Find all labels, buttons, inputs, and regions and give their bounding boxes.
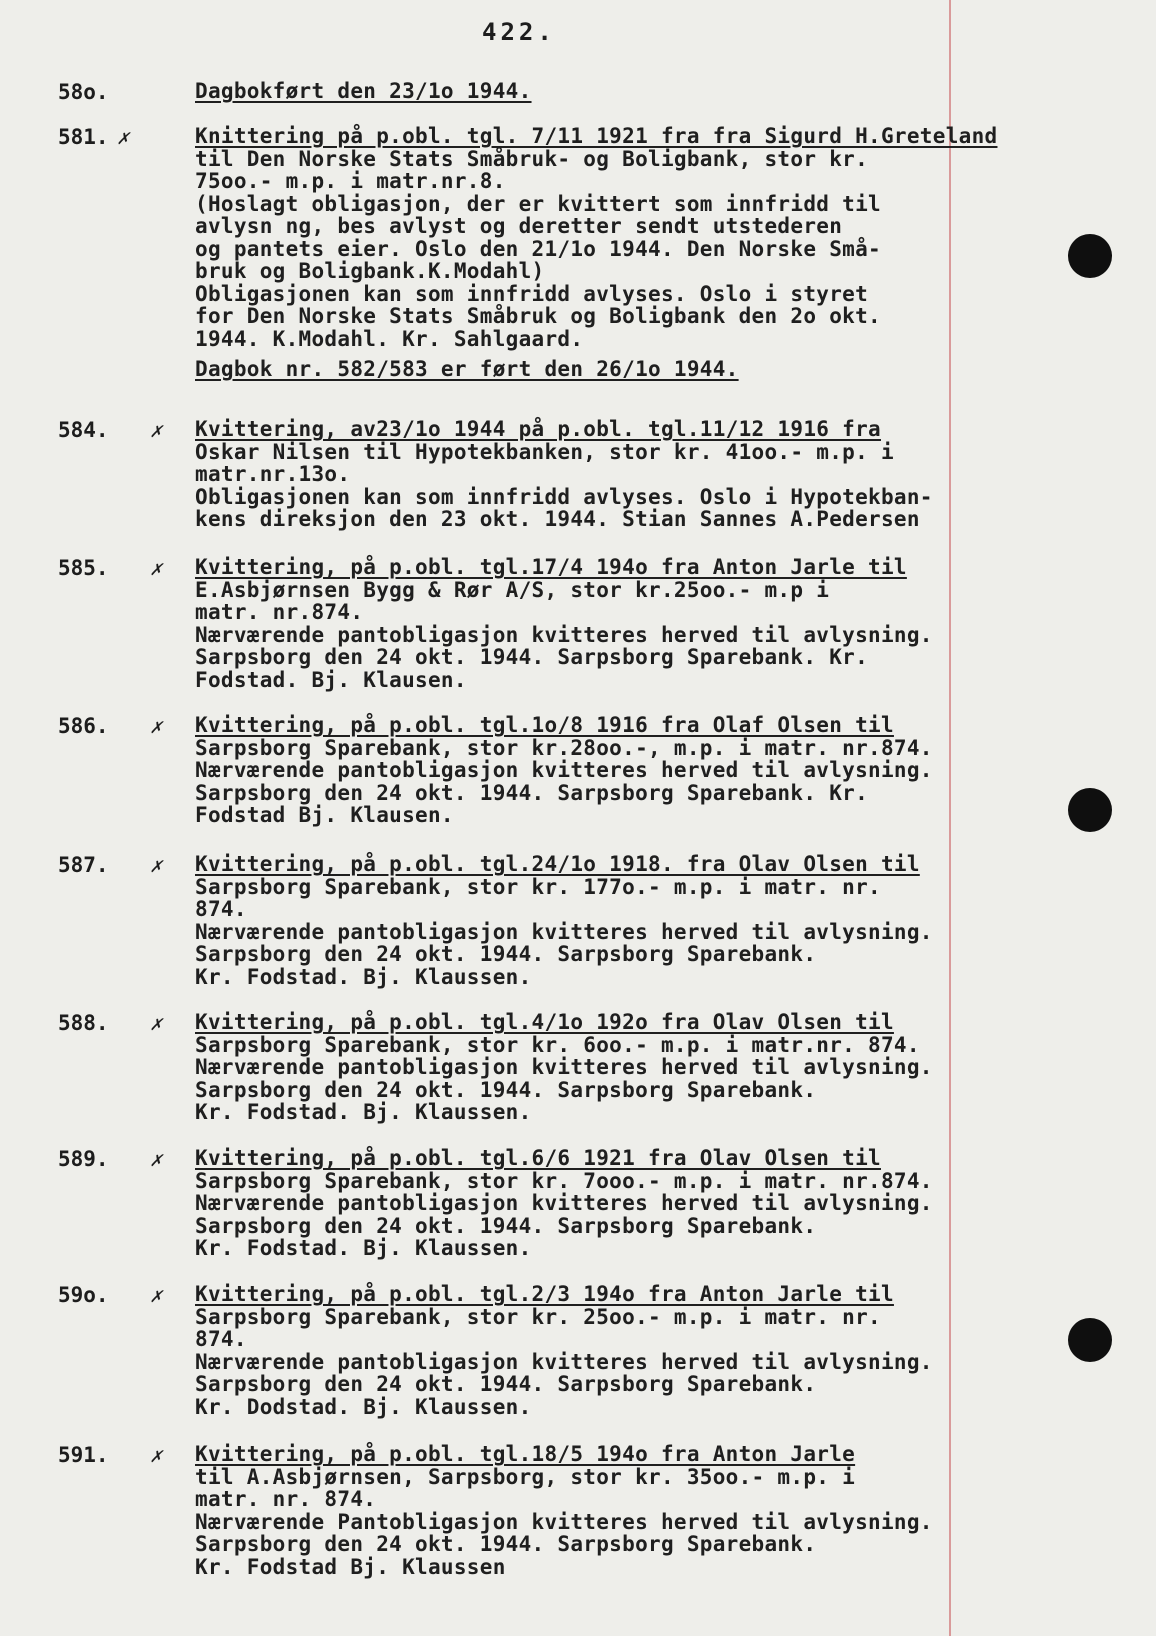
entry-line: Sarpsborg Sparebank, stor kr. 177o.- m.p. i matr. nr. bbox=[195, 874, 881, 899]
entry-line: kens direksjon den 23 okt. 1944. Stian Sannes A.Pedersen bbox=[195, 507, 920, 531]
entry-line: Kvittering, av23/1o 1944 på p.obl. tgl.11/12 1916 fra bbox=[195, 417, 881, 441]
entry-line: Nærværende pantobligasjon kvitteres herved til avlysning. bbox=[195, 919, 933, 944]
check-mark-icon: ✗ bbox=[150, 714, 163, 738]
entry-line: Kvittering, på p.obl. tgl.18/5 194o fra Anton Jarle bbox=[195, 1442, 856, 1466]
check-mark-icon: ✗ bbox=[117, 125, 130, 149]
entry-line: Nærværende pantobligasjon kvitteres herved til avlysning. bbox=[195, 1055, 933, 1079]
entry-line: Sarpsborg Sparebank, stor kr. 25oo.- m.p. i matr. nr. bbox=[195, 1304, 881, 1329]
entry-number: 591. bbox=[58, 1443, 109, 1467]
entry-number: 59o. bbox=[58, 1283, 109, 1307]
entry-line: (Hoslagt obligasjon, der er kvittert som innfridd til bbox=[195, 191, 881, 216]
entry-line: E.Asbjørnsen Bygg & Rør A/S, stor kr.25oo.- m.p i bbox=[195, 577, 830, 602]
entry-line: til Den Norske Stats Småbruk- og Boligbank, stor kr. bbox=[195, 146, 869, 171]
entry-number: 587. bbox=[58, 853, 109, 877]
check-mark-icon: ✗ bbox=[150, 1283, 163, 1307]
entry-line: Kvittering, på p.obl. tgl.2/3 194o fra Anton Jarle til bbox=[195, 1282, 894, 1306]
check-mark-icon: ✗ bbox=[150, 418, 163, 442]
entry-line: Sarpsborg den 24 okt. 1944. Sarpsborg Sparebank. bbox=[195, 942, 817, 966]
entry-line: Sarpsborg den 24 okt. 1944. Sarpsborg Sparebank. Kr. bbox=[195, 780, 869, 805]
punch-hole-icon bbox=[1068, 1318, 1112, 1362]
check-mark-icon: ✗ bbox=[150, 1443, 163, 1467]
punch-hole-icon bbox=[1068, 234, 1112, 278]
entry-line: Dagbok nr. 582/583 er ført den 26/1o 1944. bbox=[195, 357, 739, 381]
entry-line: matr. nr. 874. bbox=[195, 1487, 377, 1511]
entry-line: Kvittering, på p.obl. tgl.6/6 1921 fra Olav Olsen til bbox=[195, 1146, 881, 1170]
entry-line: Kvittering, på p.obl. tgl.17/4 194o fra Anton Jarle til bbox=[195, 555, 907, 579]
entry-line: Kr. Fodstad. Bj. Klaussen. bbox=[195, 1236, 532, 1260]
entry-line: Dagbokført den 23/1o 1944. bbox=[195, 79, 532, 103]
entry-number: 588. bbox=[58, 1011, 109, 1035]
entry-line: Obligasjonen kan som innfridd avlyses. Oslo i Hypotekban- bbox=[195, 484, 933, 509]
entry-line: Kr. Fodstad. Bj. Klaussen. bbox=[195, 964, 532, 989]
entry-number: 584. bbox=[58, 418, 109, 442]
entry-line: Nærværende Pantobligasjon kvitteres herved til avlysning. bbox=[195, 1509, 933, 1534]
entry-line: Kvittering, på p.obl. tgl.24/1o 1918. fra Olav Olsen til bbox=[195, 852, 920, 876]
entry-line: Sarpsborg Sparebank, stor kr. 7ooo.- m.p. i matr. nr.874. bbox=[195, 1168, 933, 1193]
check-mark-icon: ✗ bbox=[150, 556, 163, 580]
entry-line: Sarpsborg den 24 okt. 1944. Sarpsborg Sparebank. bbox=[195, 1213, 817, 1238]
entry-line: Kr. Fodstad. Bj. Klaussen. bbox=[195, 1100, 532, 1124]
entry-line: Sarpsborg den 24 okt. 1944. Sarpsborg Sparebank. bbox=[195, 1077, 817, 1102]
entry-line: og pantets eier. Oslo den 21/1o 1944. Den Norske Små- bbox=[195, 236, 881, 261]
entry-line: for Den Norske Stats Småbruk og Boligbank den 2o okt. bbox=[195, 304, 881, 328]
check-mark-icon: ✗ bbox=[150, 1147, 163, 1171]
entry-number: 585. bbox=[58, 556, 109, 580]
entry-line: Nærværende pantobligasjon kvitteres herved til avlysning. bbox=[195, 1191, 933, 1215]
entry-line: Kvittering, på p.obl. tgl.1o/8 1916 fra Olaf Olsen til bbox=[195, 713, 894, 737]
entry-line: Sarpsborg Sparebank, stor kr. 6oo.- m.p. i matr.nr. 874. bbox=[195, 1032, 920, 1057]
entry-line: matr. nr.874. bbox=[195, 600, 364, 624]
entry-line: Obligasjonen kan som innfridd avlyses. Oslo i styret bbox=[195, 281, 869, 306]
entry-line: Kvittering, på p.obl. tgl.4/1o 192o fra Olav Olsen til bbox=[195, 1010, 894, 1034]
entry-line: Sarpsborg den 24 okt. 1944. Sarpsborg Sparebank. bbox=[195, 1532, 817, 1556]
entry-line: 1944. K.Modahl. Kr. Sahlgaard. bbox=[195, 326, 584, 351]
entry-line: Sarpsborg den 24 okt. 1944. Sarpsborg Sparebank. Kr. bbox=[195, 645, 869, 669]
entry-line: Kr. Dodstad. Bj. Klaussen. bbox=[195, 1394, 532, 1419]
entry-line: Nærværende pantobligasjon kvitteres herved til avlysning. bbox=[195, 622, 933, 647]
entry-line: Sarpsborg Sparebank, stor kr.28oo.-, m.p. i matr. nr.874. bbox=[195, 735, 933, 760]
page-number: 422. bbox=[482, 18, 556, 46]
entry-line: Kr. Fodstad Bj. Klaussen bbox=[195, 1554, 506, 1579]
entry-line: Sarpsborg den 24 okt. 1944. Sarpsborg Sparebank. bbox=[195, 1372, 817, 1396]
entry-line: Fodstad Bj. Klausen. bbox=[195, 803, 454, 827]
entry-line: Nærværende pantobligasjon kvitteres herved til avlysning. bbox=[195, 758, 933, 782]
entry-number: 581. bbox=[58, 125, 109, 149]
entry-line: avlysn ng, bes avlyst og deretter sendt utstederen bbox=[195, 214, 843, 238]
entry-line: til A.Asbjørnsen, Sarpsborg, stor kr. 35oo.- m.p. i bbox=[195, 1464, 856, 1489]
punch-hole-icon bbox=[1068, 788, 1112, 832]
check-mark-icon: ✗ bbox=[150, 853, 163, 877]
entry-line: Nærværende pantobligasjon kvitteres herved til avlysning. bbox=[195, 1349, 933, 1374]
entry-number: 589. bbox=[58, 1147, 109, 1171]
entry-number: 58o. bbox=[58, 80, 109, 104]
entry-line: 874. bbox=[195, 1327, 247, 1351]
red-margin-line bbox=[949, 0, 951, 1636]
check-mark-icon: ✗ bbox=[150, 1011, 163, 1035]
entry-line: 75oo.- m.p. i matr.nr.8. bbox=[195, 169, 506, 193]
entry-line: matr.nr.13o. bbox=[195, 462, 351, 486]
entry-line: Fodstad. Bj. Klausen. bbox=[195, 667, 467, 692]
entry-line: 874. bbox=[195, 897, 247, 921]
entry-line: Knittering på p.obl. tgl. 7/11 1921 fra fra Sigurd H.Greteland bbox=[195, 124, 998, 148]
entry-line: Oskar Nilsen til Hypotekbanken, stor kr. 41oo.- m.p. i bbox=[195, 439, 894, 464]
entry-line: bruk og Boligbank.K.Modahl) bbox=[195, 259, 545, 283]
entry-number: 586. bbox=[58, 714, 109, 738]
